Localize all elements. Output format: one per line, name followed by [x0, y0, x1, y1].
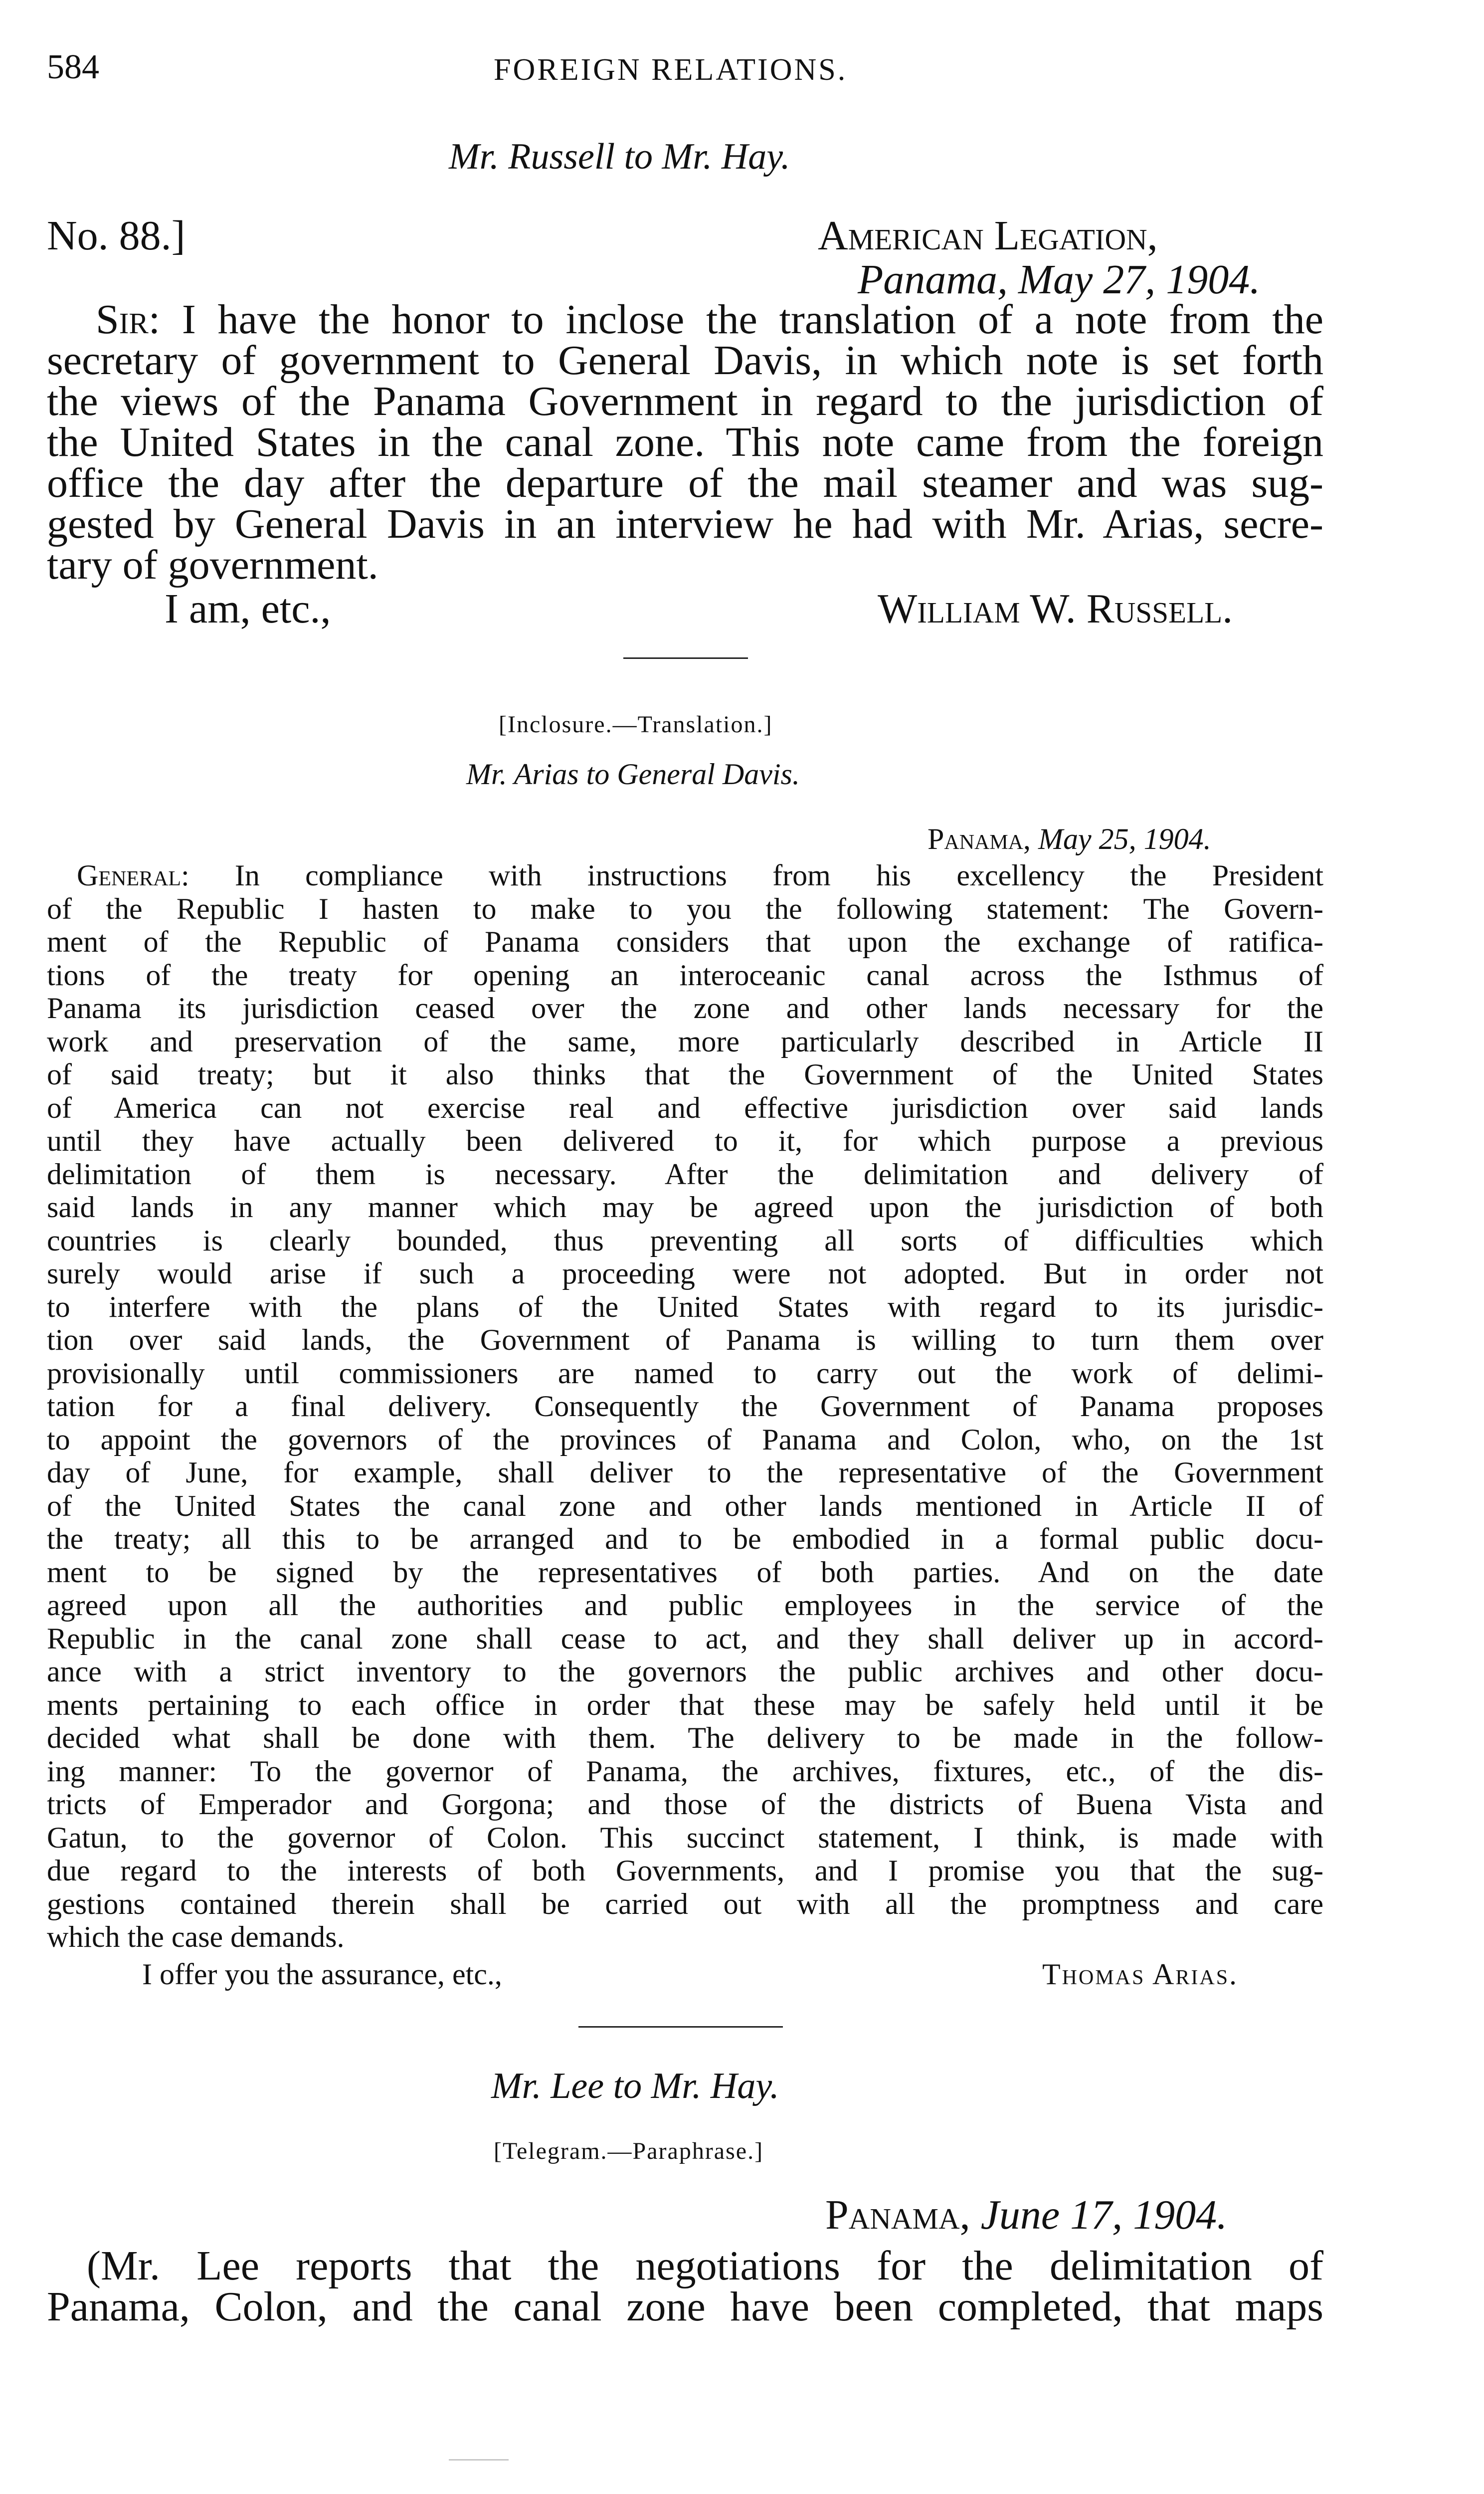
letter-line: secretary of government to General Davis, in which note is set forth — [47, 337, 1323, 384]
inclosure-line: ance with a strict inventory to the governors the public archives and other docu- — [47, 1655, 1323, 1688]
inclosure-salutation: General — [77, 859, 181, 892]
letter2-date: June 17, 1904. — [980, 2192, 1228, 2238]
letter2-place-date — [825, 2192, 1228, 2238]
inclosure-caption: [Inclosure.—Translation.] — [499, 711, 773, 738]
inclosure-closing: I offer you the assurance, etc., — [142, 1958, 502, 1991]
inclosure-date: May 25, 1904. — [1038, 823, 1211, 855]
letter-title: Mr. Russell to Mr. Hay. — [449, 136, 790, 177]
signature: William W. Russell. — [878, 586, 1233, 632]
section-divider — [578, 2026, 783, 2028]
inclosure-signature: Thomas Arias. — [1042, 1958, 1239, 1991]
inclosure-line: until they have actually been delivered to it, for which purpose a previous — [47, 1124, 1323, 1157]
inclosure-line: delimitation of them is necessary. After the delimitation and delivery of — [47, 1157, 1323, 1191]
inclosure-line: tion over said lands, the Government of Panama is willing to turn them over — [47, 1323, 1323, 1356]
inclosure-line: tation for a final delivery. Consequently the Government of Panama proposes — [47, 1390, 1323, 1423]
inclosure-line: tricts of Emperador and Gorgona; and those of the districts of Buena Vista and — [47, 1788, 1323, 1821]
running-title: FOREIGN RELATIONS. — [494, 53, 848, 87]
inclosure-line: countries is clearly bounded, thus preventing all sorts of difficulties which — [47, 1224, 1323, 1257]
letter2-caption: [Telegram.—Paraphrase.] — [494, 2138, 764, 2164]
inclosure-line: to appoint the governors of the provinces of Panama and Colon, who, on the 1st — [47, 1423, 1323, 1456]
inclosure-line: agreed upon all the authorities and public employees in the service of the — [47, 1589, 1323, 1622]
letter-line: Sir: I have the honor to inclose the translation of a note from the — [96, 296, 1323, 343]
letter2-body — [47, 2243, 1323, 2330]
letter2-line: (Mr. Lee reports that the negotiations for the delimitation of — [87, 2243, 1323, 2289]
inclosure-line: which the case demands. — [47, 1920, 345, 1953]
inclosure-line: ment of the Republic of Panama considers that upon the exchange of ratifica- — [47, 925, 1323, 958]
letter-place-date: Panama, May 27, 1904. — [858, 256, 1261, 303]
inclosure-place: Panama, — [928, 823, 1031, 855]
inclosure-line: Republic in the canal zone shall cease to act, and they shall deliver up in accord- — [47, 1622, 1323, 1655]
dispatch-number: No. 88.] — [47, 212, 186, 259]
letter-line: tary of government. — [47, 542, 378, 588]
inclosure-line: decided what shall be done with them. The delivery to be made in the follow- — [47, 1721, 1323, 1754]
inclosure-line: work and preservation of the same, more particularly described in Article II — [47, 1025, 1323, 1058]
inclosure-title: Mr. Arias to General Davis. — [466, 758, 800, 791]
letter2-place: Panama, — [825, 2192, 970, 2238]
letter-body — [47, 296, 1323, 588]
inclosure-line: tions of the treaty for opening an interoceanic canal across the Isthmus of — [47, 958, 1323, 992]
letter-line: the views of the Panama Government in regard to the jurisdiction of — [47, 378, 1323, 424]
letter2-title: Mr. Lee to Mr. Hay. — [491, 2066, 779, 2106]
inclosure-line: due regard to the interests of both Governments, and I promise you that the sug- — [47, 1854, 1323, 1887]
section-divider — [623, 657, 748, 659]
letter2-line: Panama, Colon, and the canal zone have been completed, that maps — [47, 2284, 1323, 2330]
inclosure-body — [47, 859, 1323, 1954]
inclosure-line: ment to be signed by the representatives of both parties. And on the date — [47, 1555, 1323, 1589]
inclosure-line: surely would arise if such a proceeding were not adopted. But in order not — [47, 1257, 1323, 1290]
inclosure-line: ing manner: To the governor of Panama, the archives, fixtures, etc., of the dis- — [47, 1754, 1323, 1788]
inclosure-line: of said treaty; but it also thinks that the Government of the United States — [47, 1058, 1323, 1091]
legation-name: American Legation, — [818, 212, 1158, 259]
inclosure-line: gestions contained therein shall be carried out with all the promptness and care — [47, 1887, 1323, 1920]
inclosure-line: Panama its jurisdiction ceased over the zone and other lands necessary for the — [47, 992, 1323, 1025]
inclosure-line: ments pertaining to each office in order that these may be safely held until it be — [47, 1688, 1323, 1721]
inclosure-line: General: In compliance with instructions from his excellency the President — [77, 859, 1323, 892]
inclosure-line: day of June, for example, shall deliver to the representative of the Government — [47, 1456, 1323, 1489]
closing: I am, etc., — [165, 586, 331, 632]
inclosure-line: of America can not exercise real and effective jurisdiction over said lands — [47, 1091, 1323, 1124]
inclosure-line: said lands in any manner which may be agreed upon the jurisdiction of both — [47, 1191, 1323, 1224]
inclosure-line: to interfere with the plans of the United States with regard to its jurisdic- — [47, 1290, 1323, 1323]
letter-line: gested by General Davis in an interview he had with Mr. Arias, secre- — [47, 501, 1323, 547]
inclosure-place-date — [928, 822, 1211, 856]
inclosure-line: of the Republic I hasten to make to you the following statement: The Govern- — [47, 892, 1323, 925]
inclosure-line: provisionally until commissioners are named to carry out the work of delimi- — [47, 1356, 1323, 1390]
letter-line: office the day after the departure of the mail steamer and was sug- — [47, 460, 1323, 506]
inclosure-line: Gatun, to the governor of Colon. This succinct statement, I think, is made with — [47, 1821, 1323, 1854]
inclosure-line: the treaty; all this to be arranged and to be embodied in a formal public docu- — [47, 1522, 1323, 1555]
inclosure-line: of the United States the canal zone and other lands mentioned in Article II of — [47, 1489, 1323, 1522]
letter-line: the United States in the canal zone. This note came from the foreign — [47, 419, 1323, 465]
page-number: 584 — [47, 48, 99, 86]
salutation: Sir — [96, 296, 149, 343]
page-footer-mark — [449, 2459, 509, 2461]
